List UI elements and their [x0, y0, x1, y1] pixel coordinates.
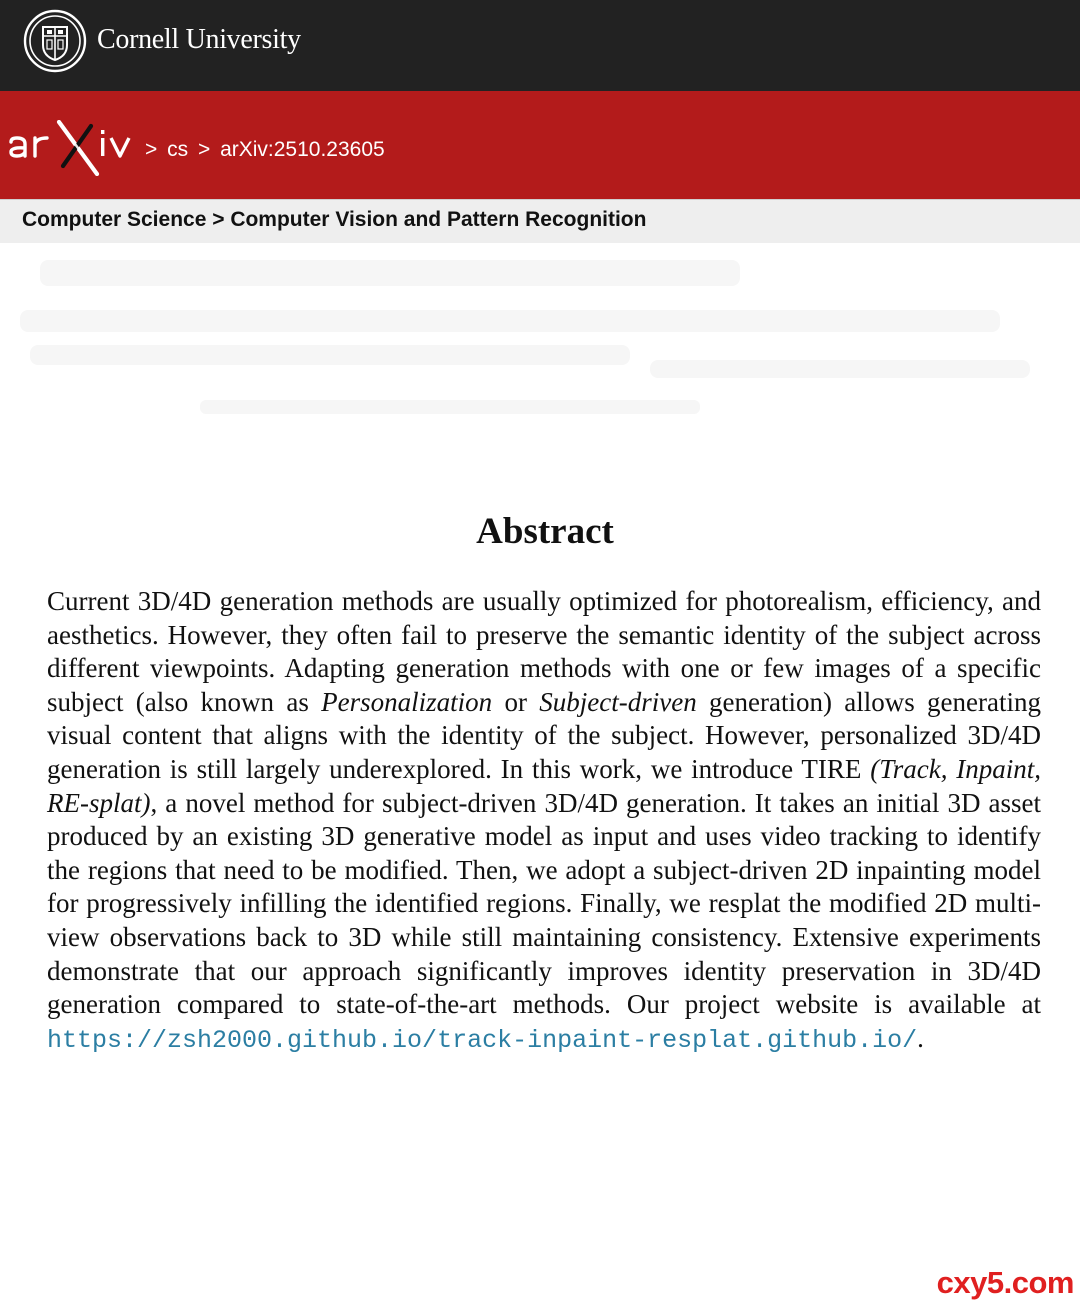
- subject-heading: Computer Science > Computer Vision and Pattern Recognition: [22, 208, 647, 231]
- abstract-title: Abstract: [476, 511, 614, 552]
- watermark: cxy5.com: [936, 1265, 1074, 1300]
- abstract-body: [47, 585, 1041, 1057]
- breadcrumb: [141, 138, 385, 162]
- abstract-text: generation) allows generating visual content that aligns with the identity of the subject. However, personalized 3D/4D generation is still largely underexplored. In this work, we introduce TIRE: [47, 686, 1041, 784]
- breadcrumb-link-paper-id[interactable]: arXiv:2510.23605: [220, 138, 385, 161]
- cornell-header: [0, 0, 1080, 91]
- abstract-text: , a novel method for subject-driven 3D/4D generation. It takes an initial 3D asset produced by an existing 3D generative model as input and uses video tracking to identify the regions that need to be modified. Then, we adopt a subject-driven 2D inpainting model for progressively infilling the identified regions. Finally, we resplat the modified 2D multi-view observations back to 3D while still maintaining consistency. Extensive experiments demonstrate that our approach significantly improves identity preservation in 3D/4D generation compared to state-of-the-art methods. Our project website is available at: [47, 787, 1041, 1020]
- project-website-link[interactable]: https://zsh2000.github.io/track-inpaint-resplat.github.io/: [47, 1025, 918, 1055]
- institution-name[interactable]: Cornell University: [97, 24, 301, 55]
- breadcrumb-separator: >: [197, 138, 211, 161]
- breadcrumb-separator: >: [145, 138, 158, 161]
- abstract-text: Current 3D/4D generation methods are usually optimized for photorealism, efficiency, and aesthetics. However, they often fail to preserve the semantic identity of the subject across different viewpoints. Adapting generation methods with one or few images of a specific subject (also known as: [47, 586, 1041, 717]
- abstract-emphasis: (Track, Inpaint, RE-splat): [47, 753, 1041, 818]
- breadcrumb-link-cs[interactable]: cs: [167, 138, 189, 161]
- cornell-seal-icon[interactable]: [23, 9, 87, 73]
- arxiv-logo[interactable]: [7, 120, 135, 176]
- abstract-text: .: [917, 1022, 924, 1053]
- abstract-text: or: [492, 686, 540, 717]
- abstract-emphasis: Subject-driven: [539, 686, 697, 717]
- faded-background-text: [0, 250, 1080, 450]
- arxiv-logo-icon: [7, 120, 135, 176]
- abstract-emphasis: Personalization: [321, 686, 493, 717]
